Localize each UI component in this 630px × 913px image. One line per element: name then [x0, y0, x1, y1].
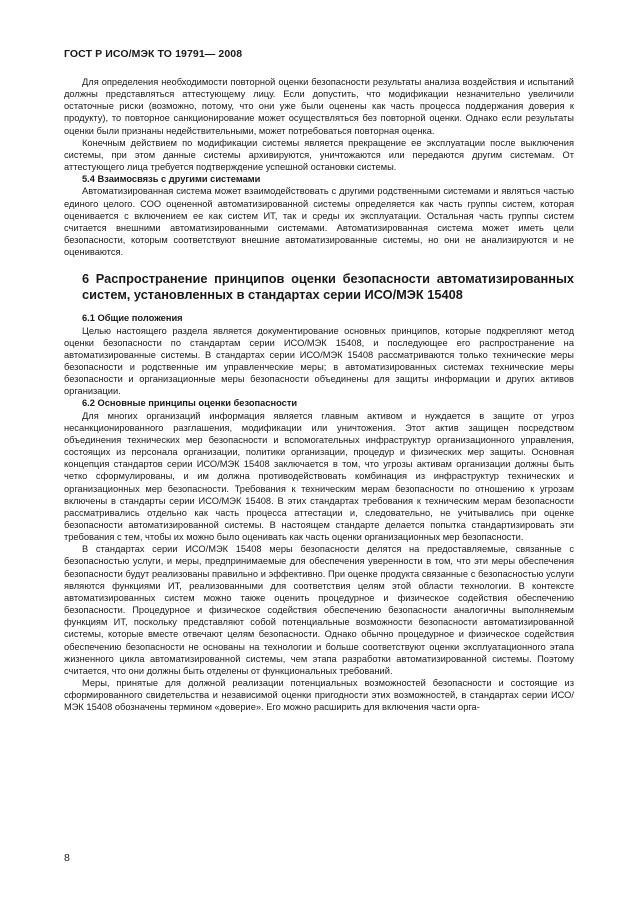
paragraph: Для многих организаций информация является главным активом и нуждается в защите от угроз несанкционированного разглашения, модификации или уничтожения. Этот актив защищен посредством объединения технических мер безопасности и вспомогательных инфраструктур организационного управления, состоящих из персонала организации, политики организации, процедур и физических мер защиты. Основная концепция стандартов серии ИСО/МЭК 15408 заключается в том, что угрозы активам организации должны быть четко сформулированы, и им должна противодействовать комбинация из инфраструктур технических и организационных мер безопасности. Требования к техническим мерам безопасности по отношению к угрозам включены в стандарты серии ИСО/МЭК 15408. В этих стандартах требования к техническим мерам безопасности рассматривались отдельно как часть процесса аттестации и, следовательно, не учитывались при оценке безопасности автоматизированной системы. В настоящем стандарте делается попытка стандартизировать эти требования с тем, чтобы их можно было оценивать как часть оценки организационных мер безопасности.	[64, 410, 574, 543]
page-number: 8	[64, 852, 70, 864]
paragraph: Меры, принятые для должной реализации потенциальных возможностей безопасности и состоящие из сформированного свидетельства и независимой оценки пригодности этих возможностей, в стандартах серии ИСО/МЭК 15408 обозначены термином «доверие». Его можно расширить для включения части орга-	[64, 678, 574, 713]
document-header: ГОСТ Р ИСО/МЭК ТО 19791— 2008	[64, 48, 243, 60]
paragraph: Автоматизированная система может взаимодействовать с другими родственными системами и являться частью единого целого. СОО оцененной автоматизированной системы определяется как часть группы систем, которая оценивается с включением ее как систем ИТ, так и среды их эксплуатации. Остальная часть группы систем считается внешними автоматизированными системами. Автоматизированная система может иметь цели безопасности, которым соответствуют внешние автоматизированные системы, но они не анализируются и не оцениваются.	[64, 186, 574, 258]
section-heading: 6 Распространение принципов оценки безопасности автоматизированных систем, установленных в стандартах серии ИСО/МЭК 15408	[82, 271, 574, 303]
paragraph: Целью настоящего раздела является документирование основных принципов, которые подкрепляют метод оценки безопасности по стандартам серии ИСО/МЭК 15408, и последующее его распространение на автоматизированные системы. В стандартах серии ИСО/МЭК 15408 рассматриваются только технические меры безопасности и родственные им управленческие меры; в автоматизированных системах технические меры безопасности и организационные меры безопасности объединены для защиты информации и других активов организации.	[64, 325, 574, 397]
subsection-heading: 6.1 Общие положения	[82, 313, 183, 324]
subsection-heading: 6.2 Основные принципы оценки безопасности	[82, 398, 298, 409]
subsection-heading: 5.4 Взаимосвязь с другими системами	[82, 174, 261, 185]
paragraph: В стандартах серии ИСО/МЭК 15408 меры безопасности делятся на предоставляемые, связанные с безопасностью услуги, и меры, предпринимаемые для обеспечения уверенности в том, что эти меры обеспечения безопасности будут реализованы правильно и эффективно. При оценке продукта связанные с безопасностью услуги являются функциями ИТ, реализованными для соответствия целям этой области технологии. В контексте автоматизированных систем можно также оценить процедурное и физическое содействия обеспечению безопасности. Процедурное и физическое содействия обеспечению безопасности аналогичны выполняемым функциям ИТ, поскольку представляют собой потенциальные возможности безопасности автоматизированной системы, которые вместе отвечают целям безопасности. Однако обычно процедурное и физическое содействия обеспечению безопасности не основаны на технологии и больше соответствуют оценки эксплуатационного этапа жизненного цикла автоматизированной системы, чем этапа разработки автоматизированной системы. Поэтому считается, что они должны быть отделены от функциональных требований.	[64, 544, 574, 676]
document-body	[64, 76, 574, 714]
paragraph: Конечным действием по модификации системы является прекращение ее эксплуатации после выключения системы, при этом данные системы архивируются, уничтожаются или передаются другим системам. От аттестующего лица требуется подтверждение успешной остановки системы.	[64, 137, 574, 173]
paragraph: Для определения необходимости повторной оценки безопасности результаты анализа воздействия и испытаний должны представляться аттестующему лицу. Если допустить, что модификации незначительно увеличили остаточные риски (возможно, потому, что они уже были оценены как часть процесса поддержания доверия к продукту), то повторное санкционирование может осуществляться без повторной оценки. Однако если результаты оценки были признаны недействительными, может потребоваться повторная оценка.	[64, 77, 574, 136]
